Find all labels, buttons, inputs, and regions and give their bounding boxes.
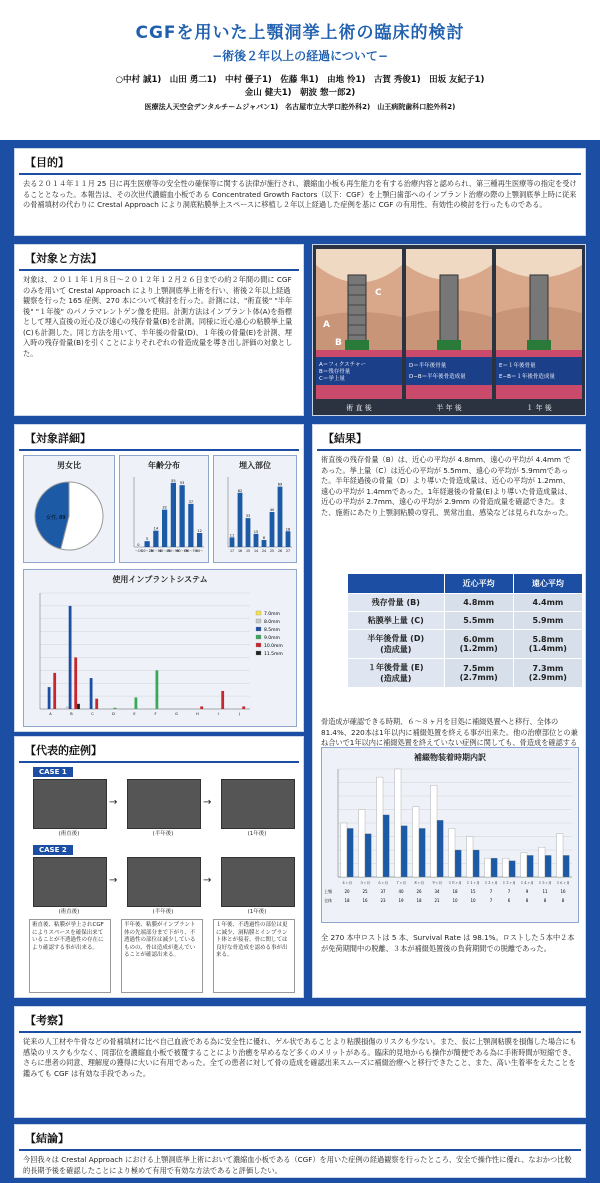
tick-label: 15 xyxy=(245,549,251,553)
legend-label: 10.0mm xyxy=(264,644,283,649)
label-half-year: 半 年 後 xyxy=(436,404,462,412)
legend-swatch xyxy=(256,627,261,631)
methods-text: 対象は、２０１１年１月８日〜２０１２年１２月２６日までの約２年間の間に CGF のみを用いて Crestal Approach により上顎洞底挙上術を行い、術後２年以上経過観察を行った 165 症例、270 本について検討を行った。計測には、"術直後" "半年後" "１年後" のパノラマレントゲン像を使用。計測方法はインプラント体(A)を指標として埋入直後の近心及び遠心の残存骨量(B)を計測。同様に近心遠心の粘膜挙上量(C)も計測した。同じ方法を用いて、半年後の骨量(D)、１年後の骨量(E)を計測、埋入時の残存骨量(B)を引くことによりそれぞれの骨造成量を導き出し評価の対象とした。 xyxy=(23,275,293,358)
data-label: 7 xyxy=(489,898,493,903)
prosthesis-timing-chart xyxy=(321,747,579,923)
data-label: 11 xyxy=(229,533,235,538)
conclusion-heading: 【結論】 xyxy=(19,1127,581,1151)
table-row xyxy=(348,594,583,612)
legend-swatch xyxy=(256,651,261,655)
legend-a: A＝フィクスチャー xyxy=(319,362,366,368)
tick-label: １３ヶ月 xyxy=(502,881,516,885)
tick-label: 26 xyxy=(277,549,283,553)
bar xyxy=(230,537,235,547)
tick-label: 14 xyxy=(253,549,259,553)
implant-system-chart xyxy=(23,569,297,727)
tick-label: I xyxy=(217,712,220,716)
bar xyxy=(347,828,353,877)
table-cell: １年後骨量 (E) (造成量) xyxy=(348,659,445,688)
panel-immediate xyxy=(316,249,402,399)
age-chart-title: 年齢分布 xyxy=(148,461,180,470)
tick-label: F xyxy=(154,712,157,716)
bar xyxy=(145,541,150,547)
bar xyxy=(153,531,158,547)
bar xyxy=(238,493,243,547)
bar xyxy=(341,823,347,877)
tick-label: ５ヶ月 xyxy=(359,881,371,885)
data-label: 18 xyxy=(416,898,422,903)
case2-label: CASE 2 xyxy=(33,845,73,855)
bar xyxy=(90,678,93,709)
bar xyxy=(286,531,291,547)
case1-cap-3: (1年後) xyxy=(247,831,267,837)
tick-label: C xyxy=(91,712,94,716)
tick-label: E xyxy=(133,712,136,716)
data-label: 34 xyxy=(434,889,440,894)
tick-label: 24 xyxy=(261,549,267,553)
tick-label: 30〜39 xyxy=(150,549,162,553)
tick-label: B xyxy=(70,712,73,716)
data-label: 26 xyxy=(416,889,422,894)
case2-cap-2: (半年後) xyxy=(152,909,174,915)
tick-label: 50〜59 xyxy=(167,549,180,553)
bar xyxy=(242,706,245,709)
legend-c: C＝挙上量 xyxy=(319,376,345,382)
bar xyxy=(485,858,491,877)
bar xyxy=(377,777,383,877)
tick-label: 〜19 xyxy=(134,549,142,553)
legend-e: E＝１年後骨量 xyxy=(499,363,536,369)
bar xyxy=(171,483,176,547)
case-note-2: 半年後、粘膜がインプラント体の先端部分まで下がり、不透過性の部位は減少しているものの、骨は造成が進んでいることが確認出来る。 xyxy=(121,919,203,993)
bar xyxy=(395,769,401,877)
legend-label: 9.0mm xyxy=(264,636,280,641)
bar xyxy=(509,861,515,877)
bar xyxy=(156,670,159,709)
age-chart xyxy=(119,455,209,563)
data-label: 18 xyxy=(344,898,350,903)
conclusion-section xyxy=(14,1124,586,1178)
case2-xray-3 xyxy=(221,857,295,907)
age-bar-svg xyxy=(120,471,208,561)
data-label: 20 xyxy=(344,889,350,894)
discussion-heading: 【考察】 xyxy=(19,1009,581,1033)
data-label: 14 xyxy=(153,526,159,531)
data-label: 18 xyxy=(285,527,291,532)
table-row xyxy=(348,630,583,659)
tick-label: H xyxy=(196,712,199,716)
legend-label: 11.5mm xyxy=(264,652,283,657)
data-label: 15 xyxy=(253,529,259,534)
poster-title: CGFを用いた上顎洞挙上術の臨床的検討 xyxy=(135,23,465,43)
tick-label: １２ヶ月 xyxy=(484,881,498,885)
tick-label: 17 xyxy=(229,549,235,553)
results-text-2: 骨造成が確認できる時期、６〜８ヶ月を目処に補綴処置へと移行、全体の81.4%、220本は1年以内に補綴処置を終える事が出来た。他の治療部位との兼ね合いで1年以内に補綴処置を終えていない症例に関しても、骨造成を確認する xyxy=(321,717,578,747)
data-label: 23 xyxy=(380,898,386,903)
tick-label: １０ヶ月 xyxy=(448,881,462,885)
panel-half-year xyxy=(406,249,492,399)
case2-xray-2 xyxy=(127,857,201,907)
table-cell: 7.3mm (2.9mm) xyxy=(513,659,582,688)
data-label: 62 xyxy=(237,488,243,493)
pie-label-female: 女性, 89 xyxy=(46,515,66,521)
bar xyxy=(197,533,202,547)
bar xyxy=(270,512,275,547)
data-label: 8 xyxy=(543,898,547,903)
discussion-section xyxy=(14,1006,586,1118)
bar xyxy=(359,810,365,878)
data-label: 25 xyxy=(362,889,368,894)
data-label: 8 xyxy=(525,898,529,903)
case1-cap-2: (半年後) xyxy=(152,831,174,837)
bar xyxy=(221,691,224,709)
tick-label: 70〜79 xyxy=(185,549,197,553)
affiliation: 医療法人天空会デンタルチームジャパン1) 名古屋市立大学口腔外科2) 山王病院歯科口腔外科2) xyxy=(144,103,456,111)
legend-label: 7.0mm xyxy=(264,612,280,617)
results-heading: 【結果】 xyxy=(317,427,581,451)
bar xyxy=(254,534,259,547)
data-label: 40 xyxy=(269,508,275,512)
data-label: 40 xyxy=(398,889,404,894)
data-label: 16 xyxy=(560,889,566,894)
bar xyxy=(53,673,56,709)
data-label: 10 xyxy=(452,898,458,903)
tick-label: 60〜69 xyxy=(176,549,188,553)
table-header-cell: 近心平均 xyxy=(444,574,513,594)
table-header-cell xyxy=(348,574,445,594)
data-label: 55 xyxy=(171,478,176,483)
label-one-year: １ 年 後 xyxy=(526,404,552,412)
implant-diagram-svg xyxy=(313,245,585,415)
purpose-text: 去る２０１４年１１月 25 日に再生医療等の安全性の確保等に関する法律が施行され、濃縮血小板も再生能力を有する治療内容と認められ、第三種再生医療等の指定を受けることとなった。本報告は、その次世代濃縮血小板である Concentrated Growth Factors（以下：CGF）を上顎臼歯部へのインプラント治療の際の上顎洞底挙上時に従来の骨補填材の代わりに Crestal Approach により洞底粘膜挙上スペースに移植し２年以上経過した症例を基に CGF の有用性、有効性の検討を行ったものである。 xyxy=(23,179,577,209)
legend-b: B＝残存骨量 xyxy=(319,369,351,375)
case1-xray-3 xyxy=(221,779,295,829)
data-label: 15 xyxy=(470,889,476,894)
table-cell: 4.8mm xyxy=(444,594,513,612)
tick-label: １６ヶ月 xyxy=(556,881,570,885)
data-label: 33 xyxy=(245,514,251,519)
bar xyxy=(473,850,479,877)
bar xyxy=(69,606,72,709)
bar xyxy=(557,834,563,877)
table-cell: 5.8mm (1.4mm) xyxy=(513,630,582,659)
data-label: 32 xyxy=(162,505,167,510)
row-label: 全体 xyxy=(324,898,332,903)
bar xyxy=(419,828,425,877)
tick-label: A xyxy=(49,712,52,716)
bar xyxy=(246,518,251,547)
tick-label: ９ヶ月 xyxy=(431,881,443,885)
data-label: 37 xyxy=(188,499,194,504)
bar xyxy=(262,540,267,547)
bar xyxy=(401,826,407,877)
bar xyxy=(77,704,80,709)
table-cell: 半年後骨量 (D) (造成量) xyxy=(348,630,445,659)
data-label: 12 xyxy=(197,529,202,533)
details-heading: 【対象詳細】 xyxy=(19,427,299,451)
data-label: 10 xyxy=(470,898,476,903)
data-label: 53 xyxy=(179,481,185,486)
legend-swatch xyxy=(256,611,261,615)
bar xyxy=(455,850,461,877)
bar xyxy=(74,657,77,709)
bar xyxy=(180,485,185,547)
tick-label: １４ヶ月 xyxy=(520,881,534,885)
prosth-chart-title: 補綴物装着時期内訳 xyxy=(414,753,486,762)
tick-label: 27 xyxy=(285,549,291,553)
pie-label-male: 男性, 76 xyxy=(78,515,98,521)
table-cell: 粘膜挙上量 (C) xyxy=(348,612,445,630)
tick-label: ４ヶ月 xyxy=(341,881,353,885)
row-label: 上顎 xyxy=(324,889,332,894)
gender-chart xyxy=(23,455,115,563)
bar xyxy=(278,487,283,547)
gender-chart-title: 男女比 xyxy=(57,461,81,470)
site-chart xyxy=(213,455,297,563)
poster-header xyxy=(0,0,600,140)
tick-label: ８ヶ月 xyxy=(413,881,425,885)
bar xyxy=(188,504,193,547)
tick-label: J xyxy=(238,712,241,716)
data-label: 5 xyxy=(146,537,149,542)
data-label: 0 xyxy=(137,543,140,547)
bar xyxy=(467,837,473,878)
case1-xray-2 xyxy=(127,779,201,829)
letter-c: C xyxy=(375,288,382,298)
legend-d: D＝半年後骨量 xyxy=(409,363,447,369)
letter-a: A xyxy=(323,320,330,330)
table-cell: 6.0mm (1.2mm) xyxy=(444,630,513,659)
table-cell: 4.4mm xyxy=(513,594,582,612)
data-label: 16 xyxy=(362,898,368,903)
details-section xyxy=(14,424,304,732)
legend-label: 8.0mm xyxy=(264,620,280,625)
tick-label: ７ヶ月 xyxy=(395,881,407,885)
authors xyxy=(0,74,600,100)
implant-bar-svg xyxy=(24,585,296,725)
data-label: 69 xyxy=(277,482,283,487)
legend-swatch xyxy=(256,635,261,639)
bar xyxy=(365,834,371,877)
site-bar-svg xyxy=(214,471,296,561)
case1-cap-1: (術直後) xyxy=(58,831,80,837)
table-row xyxy=(348,659,583,688)
data-label: 9 xyxy=(525,889,529,894)
results-text-3: 全 270 本中ロストは 5 本、Survival Rate は 98.1%。ロストした５本中２本が免荷期間中の脱離、３本が補綴処置後の負荷期間での脱離であった。 xyxy=(321,933,575,953)
data-label: 37 xyxy=(380,889,386,894)
data-label: 8 xyxy=(561,898,565,903)
table-cell: 5.5mm xyxy=(444,612,513,630)
legend-db: D−B＝半年後骨造成量 xyxy=(409,374,466,380)
bar xyxy=(527,855,533,877)
data-label: 19 xyxy=(398,898,404,903)
measurement-diagram xyxy=(312,244,586,416)
prosth-bar-svg xyxy=(322,763,578,921)
letter-b: B xyxy=(335,338,342,348)
legend-label: 8.5mm xyxy=(264,628,280,633)
tick-label: 16 xyxy=(237,549,243,553)
arrow-icon: → xyxy=(203,797,212,808)
tick-label: 40〜49 xyxy=(158,549,171,553)
tick-label: 80〜 xyxy=(196,549,204,553)
arrow-icon: → xyxy=(203,875,212,886)
results-text-1: 術直後の残存骨量（B）は、近心の平均が 4.8mm、遠心の平均が 4.4mm であった。挙上量（C）は近心の平均が 5.5mm、遠心の平均が 5.9mmであった。半年経過後の骨量（D）より導いた骨造成量は、近心の平均が 1.2mm、遠心の平均が 1.4mmであった。1年経過後の骨量(E)より導いた骨造成量は、近心の平均が 2.7mm、遠心の平均が 2.9mm の骨造成量を確認できた。また、施術にあたり上顎洞粘膜の穿孔、異常出血、感染などは見られなかった。 xyxy=(321,455,573,517)
results-table xyxy=(347,573,583,688)
authors-line-2: 金山 健夫1) 朝波 惣一郎2) xyxy=(244,88,356,98)
tick-label: G xyxy=(175,712,178,716)
tick-label: 25 xyxy=(269,549,275,553)
bar xyxy=(437,820,443,877)
table-cell: 7.5mm (2.7mm) xyxy=(444,659,513,688)
bar xyxy=(491,858,497,877)
data-label: 6 xyxy=(507,898,511,903)
table-header-cell: 遠心平均 xyxy=(513,574,582,594)
case1-label: CASE 1 xyxy=(33,767,73,777)
table-row xyxy=(348,612,583,630)
data-label: 8 xyxy=(262,536,266,540)
bar xyxy=(66,706,69,709)
table-header xyxy=(348,574,583,594)
legend-swatch xyxy=(256,619,261,623)
panel-one-year xyxy=(496,249,582,399)
data-label: 11 xyxy=(542,889,548,894)
purpose-heading: 【目的】 xyxy=(19,151,581,175)
arrow-icon: → xyxy=(109,797,118,808)
case2-cap-3: (1年後) xyxy=(247,909,267,915)
data-label: 18 xyxy=(452,889,458,894)
case2-cap-1: (術直後) xyxy=(58,909,80,915)
purpose-section xyxy=(14,148,586,236)
conclusion-text: 今回我々は Crestal Approach における上顎洞底挙上術において濃縮血小板である（CGF）を用いた症例の経過観察を行ったところ、安全で操作性に優れ、なおかつ比較的長期予後を確認したことにより極めて有用で有効な方法であると評価したい。 xyxy=(23,1155,572,1175)
bar xyxy=(162,510,167,547)
bar xyxy=(539,847,545,877)
legend-eb: E−B＝１年後骨造成量 xyxy=(499,374,555,380)
tick-label: １５ヶ月 xyxy=(538,881,552,885)
bar xyxy=(114,708,117,709)
tick-label: 20〜29 xyxy=(141,549,153,553)
bar xyxy=(48,687,51,709)
tick-label: １１ヶ月 xyxy=(466,881,480,885)
implant-chart-title: 使用インプラントシステム xyxy=(112,575,208,584)
tick-label: ６ヶ月 xyxy=(377,881,389,885)
bar xyxy=(413,807,419,877)
data-label: 21 xyxy=(434,898,440,903)
case-note-1: 術直後、粘膜が挙上されCGFによりスペースを確保出来ていることが不透過性の存在により確認する事が出来る。 xyxy=(29,919,111,993)
data-label: 7 xyxy=(489,889,493,894)
discussion-text: 従来の人工材や牛骨などの骨補填材に比べ自己血液である為に安全性に優れ、ゲル状であることより粘膜損傷のリスクも少ない。また、仮に上顎洞粘膜を損傷した場合にも感染のリスクも少なく、同部位を濃縮血小板で被覆することにより治癒を早めるなど多くのメリットがある。臨床的見地からも操作が簡便である為に手術時間が短縮でき、さらに患者の同意、理解度の獲得に大いに有用であった。全ての患者に対して骨の造成を確認出来スムーズに補綴治療へと移行できたこと、また、高い生着率をえたことを鑑みても CGF は有効な手段であった。 xyxy=(23,1037,577,1078)
case2-xray-1 xyxy=(33,857,107,907)
tick-label: D xyxy=(112,712,115,716)
case-note-3: １年後、不透過性の部位は更に減少、洞粘膜とインプラント体とが接着、骨に関しては良好な骨造成を認める事が出来る。 xyxy=(213,919,295,993)
label-immediate: 術 直 後 xyxy=(346,404,372,412)
data-label: 7 xyxy=(507,889,511,894)
legend-swatch xyxy=(256,643,261,647)
cases-section xyxy=(14,736,304,998)
bar xyxy=(449,828,455,877)
cases-heading: 【代表的症例】 xyxy=(19,739,299,763)
arrow-icon: → xyxy=(109,875,118,886)
methods-heading: 【対象と方法】 xyxy=(19,247,299,271)
bar xyxy=(503,858,509,877)
gender-pie-svg xyxy=(24,471,114,557)
bar xyxy=(200,706,203,709)
results-section xyxy=(312,424,586,998)
table-cell: 5.9mm xyxy=(513,612,582,630)
case1-xray-1 xyxy=(33,779,107,829)
authors-line-1: ○中村 誠1) 山田 勇二1) 中村 優子1) 佐藤 隼1) 由地 怜1) 古賀 秀俊1) 田坂 友紀子1) xyxy=(115,75,485,85)
bar xyxy=(521,853,527,877)
site-chart-title: 埋入部位 xyxy=(239,461,271,470)
poster-subtitle: −術後２年以上の経過について− xyxy=(212,49,388,63)
bar xyxy=(135,697,138,709)
bar xyxy=(383,815,389,877)
table-cell: 残存骨量 (B) xyxy=(348,594,445,612)
bar xyxy=(545,855,551,877)
bar xyxy=(563,855,569,877)
methods-section xyxy=(14,244,304,416)
bar xyxy=(431,785,437,877)
bar xyxy=(95,699,98,709)
